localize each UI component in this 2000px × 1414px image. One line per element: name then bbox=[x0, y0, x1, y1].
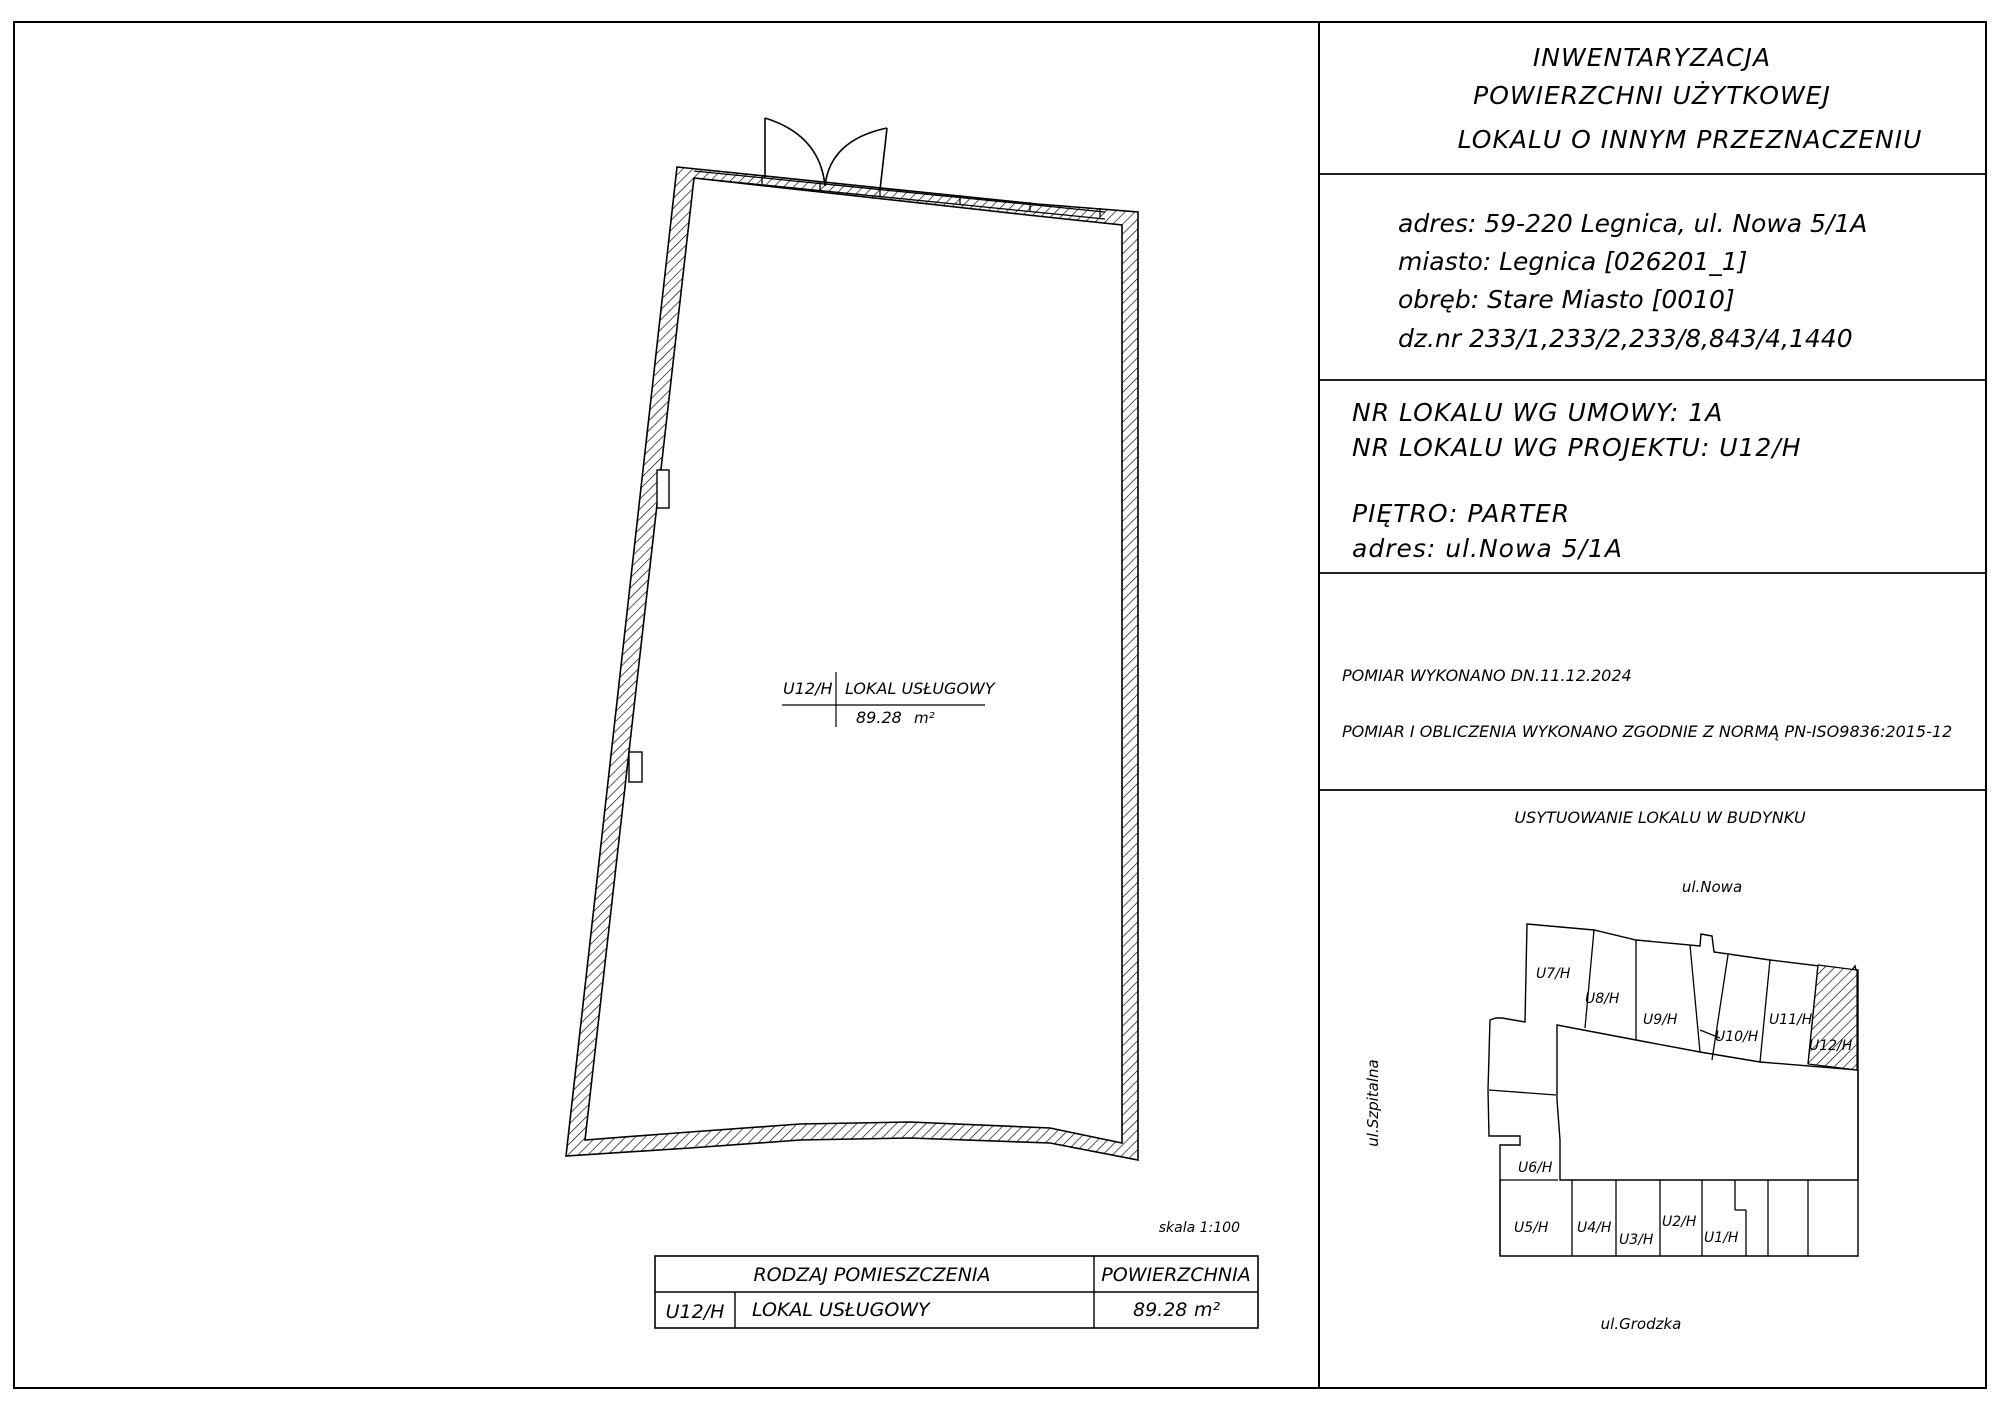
address-line: adres: 59-220 Legnica, ul. Nowa 5/1A bbox=[1398, 209, 1868, 238]
title-line-3: LOKALU O INNYM PRZEZNACZENIU bbox=[1457, 125, 1923, 154]
parcel-line: dz.nr 233/1,233/2,233/8,843/4,1440 bbox=[1398, 324, 1853, 353]
address-block bbox=[1398, 209, 1867, 353]
unit-label-u6: U6/H bbox=[1518, 1160, 1553, 1176]
unit-dividers-bottom bbox=[1500, 1180, 1808, 1256]
street-label-nowa: ul.Nowa bbox=[1681, 878, 1743, 896]
notes-block bbox=[1342, 666, 1952, 741]
room-area-unit: m² bbox=[914, 709, 935, 727]
unit-label-u1: U1/H bbox=[1704, 1230, 1739, 1246]
street-label-grodzka: ul.Grodzka bbox=[1600, 1315, 1682, 1333]
unit-label-u9: U9/H bbox=[1643, 1012, 1678, 1028]
title-line-2: POWIERZCHNI UŻYTKOWEJ bbox=[1473, 81, 1831, 110]
location-heading: USYTUOWANIE LOKALU W BUDYNKU bbox=[1514, 808, 1806, 827]
title-block bbox=[1458, 43, 1923, 154]
unit-label-u4: U4/H bbox=[1577, 1220, 1612, 1236]
unit-label-u3: U3/H bbox=[1619, 1232, 1654, 1248]
unit-info-block bbox=[1352, 398, 1802, 563]
unit-label-u5: U5/H bbox=[1514, 1220, 1549, 1236]
unit-label-u8: U8/H bbox=[1585, 991, 1620, 1007]
unit-label-u12: U12/H bbox=[1809, 1038, 1853, 1054]
measurement-date: POMIAR WYKONANO DN.11.12.2024 bbox=[1342, 666, 1632, 685]
room-area: 89.28 bbox=[856, 708, 902, 727]
unit-label-u11: U11/H bbox=[1769, 1012, 1813, 1028]
street-label-szpitalna: ul.Szpitalna bbox=[1364, 1059, 1382, 1147]
highlighted-unit-u12 bbox=[1808, 965, 1857, 1070]
table-cell-area: 89.28 bbox=[1133, 1299, 1188, 1321]
area-table bbox=[655, 1256, 1258, 1328]
unit-contract-number: NR LOKALU WG UMOWY: 1A bbox=[1352, 398, 1724, 427]
title-line-1: INWENTARYZACJA bbox=[1532, 43, 1772, 72]
precinct-line: obręb: Stare Miasto [0010] bbox=[1398, 285, 1735, 314]
table-header-area: POWIERZCHNIA bbox=[1101, 1264, 1251, 1286]
table-header-type: RODZAJ POMIESZCZENIA bbox=[753, 1264, 991, 1286]
unit-address: adres: ul.Nowa 5/1A bbox=[1352, 534, 1624, 563]
unit-label-u7: U7/H bbox=[1536, 966, 1571, 982]
table-cell-unit: m² bbox=[1194, 1299, 1221, 1321]
city-line: miasto: Legnica [026201_1] bbox=[1398, 247, 1748, 276]
unit-label-u10: U10/H bbox=[1715, 1029, 1759, 1045]
room-label bbox=[782, 672, 996, 727]
unit-project-number: NR LOKALU WG PROJEKTU: U12/H bbox=[1352, 433, 1802, 462]
plan-walls bbox=[566, 167, 1138, 1160]
table-cell-code: U12/H bbox=[665, 1301, 725, 1323]
table-cell-name: LOKAL USŁUGOWY bbox=[752, 1299, 930, 1321]
unit-label-u2: U2/H bbox=[1662, 1214, 1697, 1230]
measurement-standard: POMIAR I OBLICZENIA WYKONANO ZGODNIE Z NORMĄ PN-ISO9836:2015-12 bbox=[1342, 722, 1953, 741]
floor-label: PIĘTRO: PARTER bbox=[1352, 499, 1571, 528]
scale-label: skala 1:100 bbox=[1158, 1220, 1240, 1236]
room-name: LOKAL USŁUGOWY bbox=[845, 679, 995, 698]
room-code: U12/H bbox=[783, 679, 833, 698]
location-map bbox=[1364, 808, 1858, 1333]
floor-plan bbox=[566, 118, 1240, 1236]
